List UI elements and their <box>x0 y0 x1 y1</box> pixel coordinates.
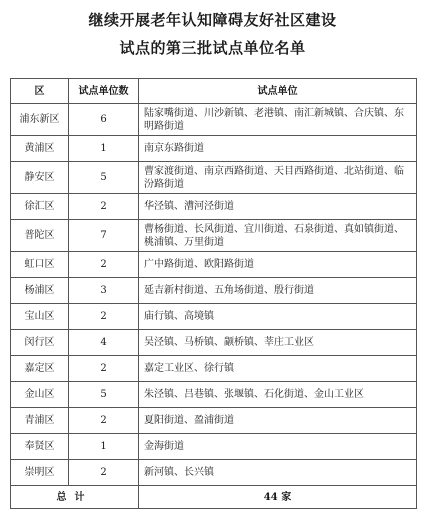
units-cell: 南京东路街道 <box>139 136 417 162</box>
count-cell: 4 <box>69 330 139 356</box>
units-cell: 金海街道 <box>139 434 417 460</box>
count-cell: 2 <box>69 194 139 220</box>
count-cell: 3 <box>69 278 139 304</box>
district-cell: 杨浦区 <box>11 278 69 304</box>
units-cell: 朱泾镇、吕巷镇、张堰镇、石化街道、金山工业区 <box>139 382 417 408</box>
count-cell: 2 <box>69 252 139 278</box>
units-cell: 曹家渡街道、南京西路街道、天目西路街道、北站街道、临汾路街道 <box>139 162 417 194</box>
page-title: 继续开展老年认知障碍友好社区建设 <box>88 11 337 29</box>
count-cell: 5 <box>69 162 139 194</box>
district-cell: 徐汇区 <box>11 194 69 220</box>
table-row <box>11 408 417 434</box>
count-cell: 5 <box>69 382 139 408</box>
units-cell: 吴泾镇、马桥镇、颛桥镇、莘庄工业区 <box>139 330 417 356</box>
district-cell: 静安区 <box>11 162 69 194</box>
table-header-row <box>11 79 417 104</box>
table-row <box>11 304 417 330</box>
count-cell: 2 <box>69 408 139 434</box>
table-row <box>11 356 417 382</box>
units-cell: 广中路街道、欧阳路街道 <box>139 252 417 278</box>
units-cell: 延吉新村街道、五角场街道、殷行街道 <box>139 278 417 304</box>
total-row <box>11 486 417 509</box>
count-cell: 6 <box>69 104 139 136</box>
pilot-units-table <box>10 78 417 509</box>
header-district: 区 <box>11 79 69 104</box>
table-row <box>11 136 417 162</box>
table-row <box>11 278 417 304</box>
units-cell: 嘉定工业区、徐行镇 <box>139 356 417 382</box>
count-cell: 2 <box>69 304 139 330</box>
district-cell: 青浦区 <box>11 408 69 434</box>
total-label: 总计 <box>11 486 139 509</box>
table-row <box>11 194 417 220</box>
table-row <box>11 104 417 136</box>
units-cell: 新河镇、长兴镇 <box>139 460 417 486</box>
table-row <box>11 220 417 252</box>
district-cell: 崇明区 <box>11 460 69 486</box>
district-cell: 宝山区 <box>11 304 69 330</box>
count-cell: 1 <box>69 136 139 162</box>
count-cell: 2 <box>69 356 139 382</box>
units-cell: 华泾镇、漕河泾街道 <box>139 194 417 220</box>
count-cell: 1 <box>69 434 139 460</box>
table-row <box>11 252 417 278</box>
header-units: 试点单位 <box>139 79 417 104</box>
district-cell: 普陀区 <box>11 220 69 252</box>
page-subtitle: 试点的第三批试点单位名单 <box>119 39 306 57</box>
count-cell: 2 <box>69 460 139 486</box>
table-row <box>11 330 417 356</box>
district-cell: 嘉定区 <box>11 356 69 382</box>
count-cell: 7 <box>69 220 139 252</box>
total-value: 44 家 <box>139 486 417 509</box>
district-cell: 金山区 <box>11 382 69 408</box>
table-row <box>11 162 417 194</box>
district-cell: 虹口区 <box>11 252 69 278</box>
district-cell: 黄浦区 <box>11 136 69 162</box>
units-cell: 陆家嘴街道、川沙新镇、老港镇、南汇新城镇、合庆镇、东明路街道 <box>139 104 417 136</box>
units-cell: 夏阳街道、盈浦街道 <box>139 408 417 434</box>
table-row <box>11 460 417 486</box>
district-cell: 闵行区 <box>11 330 69 356</box>
header-count: 试点单位数 <box>69 79 139 104</box>
district-cell: 奉贤区 <box>11 434 69 460</box>
units-cell: 曹杨街道、长风街道、宜川街道、石泉街道、真如镇街道、桃浦镇、万里街道 <box>139 220 417 252</box>
units-cell: 庙行镇、高境镇 <box>139 304 417 330</box>
district-cell: 浦东新区 <box>11 104 69 136</box>
table-row <box>11 382 417 408</box>
table-row <box>11 434 417 460</box>
